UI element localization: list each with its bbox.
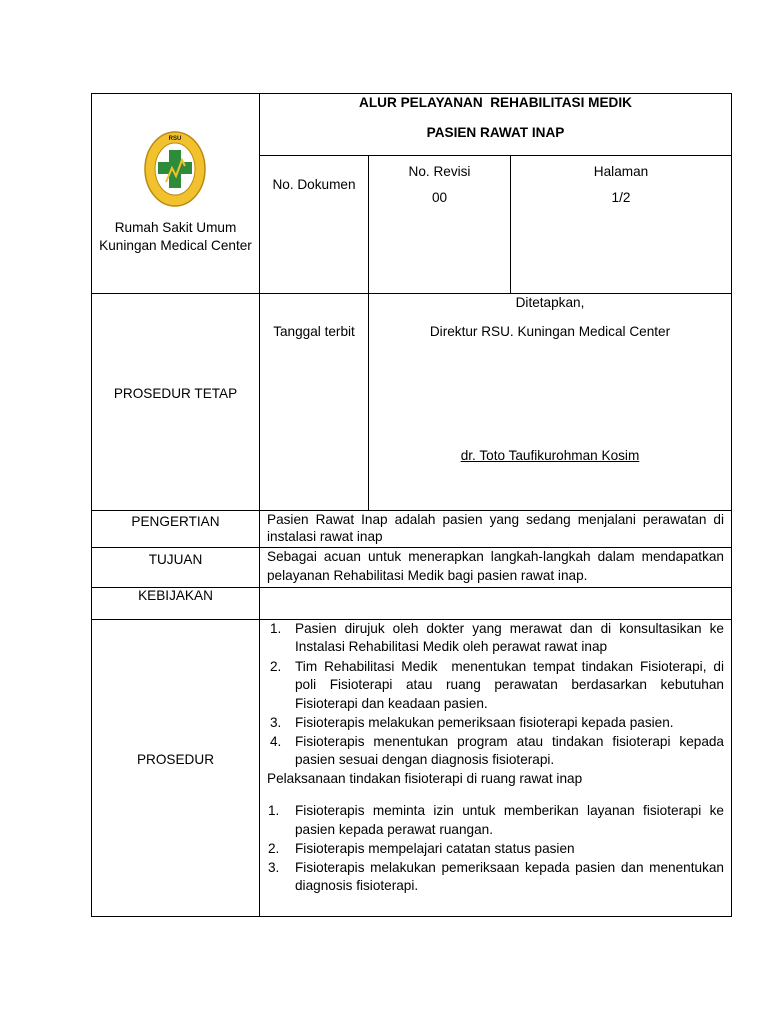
list2-item1-number: 1.: [268, 803, 280, 818]
border-right: [731, 93, 732, 917]
list2-item1-line1: Fisioterapis meminta izin untuk memberikan layanan fisioterapi ke: [295, 803, 724, 818]
pengertian-line1: Pasien Rawat Inap adalah pasien yang sedang menjalani perawatan di: [267, 512, 724, 527]
tujuan-line1: Sebagai acuan untuk menerapkan langkah-langkah dalam mendapatkan: [267, 549, 724, 564]
prosedur-label: PROSEDUR: [136, 752, 215, 767]
border-top: [91, 93, 732, 94]
document-title-line2: PASIEN RAWAT INAP: [426, 125, 565, 140]
border-pengertian-bottom: [91, 547, 732, 548]
no-dokumen-label: No. Dokumen: [272, 177, 356, 192]
hospital-name-line1: Rumah Sakit Umum: [114, 220, 237, 235]
list1-item3-number: 3.: [270, 715, 282, 730]
signatory-name: dr. Toto Taufikurohman Kosim: [460, 448, 640, 463]
border-col-divider: [259, 93, 260, 917]
list1-item3-line1: Fisioterapis melakukan pemeriksaan fisioterapi kepada pasien.: [295, 715, 674, 730]
pengertian-line2: instalasi rawat inap: [267, 529, 383, 544]
list1-item1-number: 1.: [270, 621, 282, 636]
tujuan-label: TUJUAN: [148, 552, 203, 567]
pengertian-label: PENGERTIAN: [131, 514, 220, 529]
list2-item3-number: 3.: [268, 860, 280, 875]
list1-item4-line2: pasien sesuai dengan diagnosis fisioterapi.: [295, 752, 555, 767]
tujuan-line2: pelayanan Rehabilitasi Medik bagi pasien rawat inap.: [267, 568, 588, 583]
list2-item2-number: 2.: [268, 841, 280, 856]
list2-item2-line1: Fisioterapis mempelajari catatan status pasien: [295, 841, 575, 856]
border-protap-bottom: [91, 510, 732, 511]
no-revisi-value: 00: [431, 190, 448, 205]
prosedur-subheading: Pelaksanaan tindakan fisioterapi di ruang rawat inap: [267, 771, 583, 786]
list1-item2-line2: poli Fisioterapi atau ruang perawatan berdasarkan kebutuhan: [295, 677, 724, 692]
prosedur-tetap-label: PROSEDUR TETAP: [113, 386, 238, 401]
hospital-logo: [144, 130, 206, 208]
list1-item2-line1: Tim Rehabilitasi Medik menentukan tempat tindakan Fisioterapi, di: [295, 659, 724, 674]
no-revisi-label: No. Revisi: [408, 164, 471, 179]
border-bottom: [91, 916, 732, 917]
logo-rsu-text: RSU: [168, 136, 182, 142]
halaman-label: Halaman: [593, 164, 649, 179]
list2-item3-line1: Fisioterapis melakukan pemeriksaan kepada pasien dan menentukan: [295, 860, 724, 875]
list1-item1-line1: Pasien dirujuk oleh dokter yang merawat dan di konsultasikan ke: [295, 621, 724, 636]
hospital-name-line2: Kuningan Medical Center: [99, 238, 252, 253]
border-left: [91, 93, 92, 917]
ditetapkan-text: Ditetapkan,: [515, 295, 585, 310]
list1-item2-number: 2.: [270, 659, 282, 674]
list1-item1-line2: Instalasi Rehabilitasi Medik oleh perawat rawat inap: [295, 639, 608, 654]
border-header-bottom: [91, 293, 732, 294]
list1-item4-line1: Fisioterapis menentukan program atau tindakan fisioterapi kepada: [295, 734, 724, 749]
list1-item2-line3: Fisioterapi dan keadaan pasien.: [295, 696, 488, 711]
halaman-value: 1/2: [611, 190, 631, 205]
border-kebijakan-bottom: [91, 619, 732, 620]
direktur-text: Direktur RSU. Kuningan Medical Center: [429, 324, 671, 339]
border-header-mid: [259, 155, 732, 156]
kebijakan-label: KEBIJAKAN: [138, 588, 213, 603]
tanggal-terbit-label: Tanggal terbit: [273, 324, 355, 339]
list2-item3-line2: diagnosis fisioterapi.: [295, 878, 419, 893]
list1-item4-number: 4.: [270, 734, 282, 749]
list2-item1-line2: pasien kepada perawat ruangan.: [295, 822, 494, 837]
document-title-line1: ALUR PELAYANAN REHABILITASI MEDIK: [359, 95, 632, 110]
